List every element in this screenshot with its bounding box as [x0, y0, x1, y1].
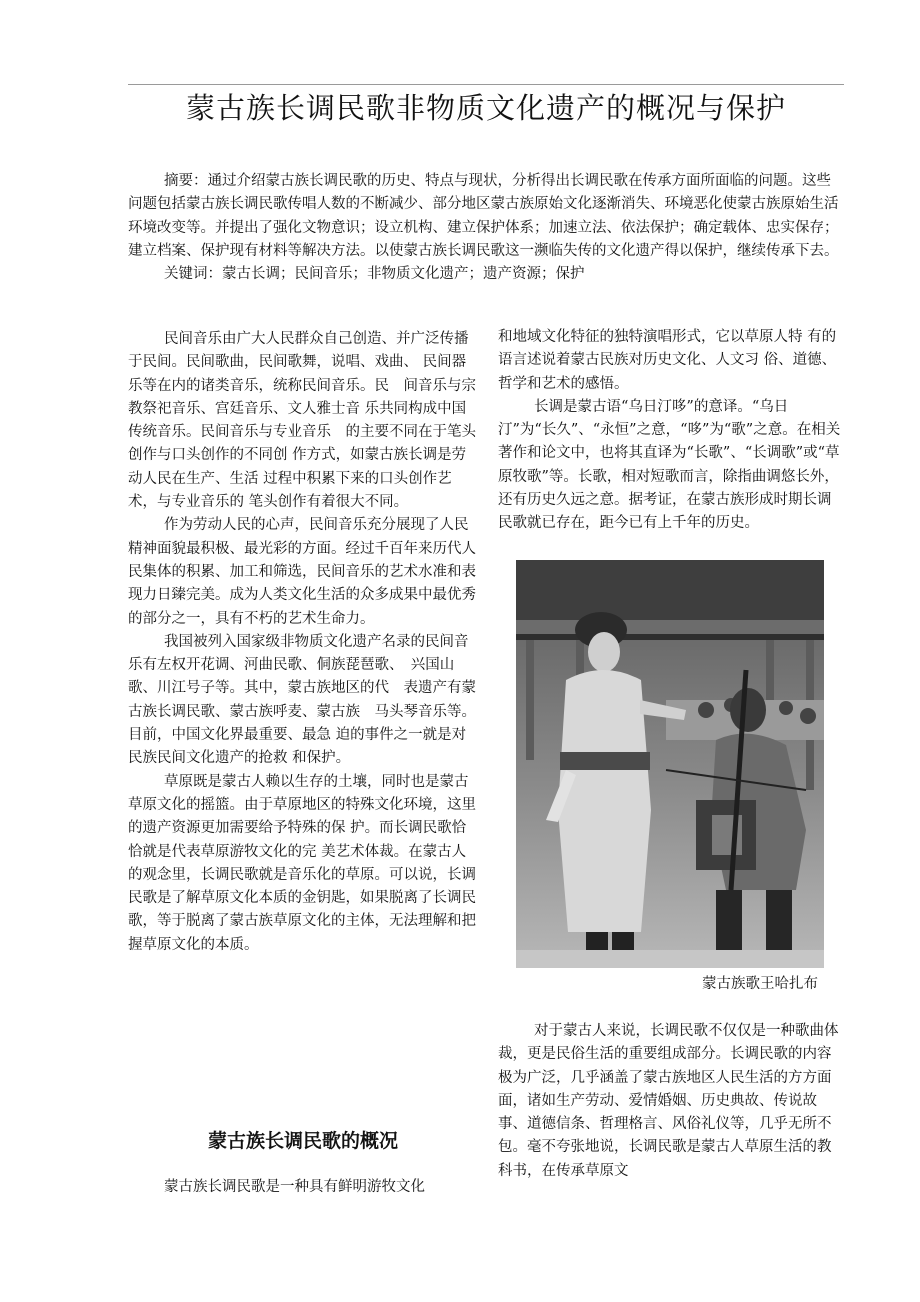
section-lead: [128, 1176, 478, 1199]
paragraph: 民间音乐由广大人民群众自己创造、并广泛传播于民间。民间歌曲，民间歌舞，说唱、戏曲、 民间器乐等在内的诸类音乐，统称民间音乐。民 间音乐与宗教祭祀音乐、宫廷音乐、文人雅士音 乐共同构成中国传统音乐。民间音乐与专业音乐 的主要不同在于笔头创作与口头创作的不同创 作方式，如蒙古族长调是劳动人民在生产、生活 过程中积累下来的口头创作艺术，与专业音乐的 笔头创作有着很大不同。: [128, 331, 476, 511]
paragraph: 作为劳动人民的心声，民间音乐充分展现了人民精神面貌最积极、最光彩的方面。经过千百年来历代人民集体的积累、加工和筛选，民间音乐的艺术水准和表现力日臻完美。成为人类文化生活的众多成果中最优秀的部分之一，具有不朽的艺术生命力。: [128, 517, 476, 627]
paragraph: 草原既是蒙古人赖以生存的土壤，同时也是蒙古草原文化的摇篮。由于草原地区的特殊文化环境，这里的遗产资源更加需要给予特殊的保 护。而长调民歌恰恰就是代表草原游牧文化的完 美艺术体裁。在蒙古人的观念里，长调民歌就是音乐化的草原。可以说，长调民歌是了解草原文化本质的金钥匙，如果脱离了长调民歌，等于脱离了蒙古族草原文化的主体，无法理解和把握草原文化的本质。: [128, 773, 476, 953]
paragraph: 对于蒙古人来说，长调民歌不仅仅是一种歌曲体裁，更是民俗生活的重要组成部分。长调民歌的内容极为广泛，几乎涵盖了蒙古族地区人民生活的方方面面，诸如生产劳动、爱情婚姻、历史典故、传说故事、道德信条、哲理格言、风俗礼仪等，几乎无所不包。毫不夸张地说，长调民歌是蒙古人草原生活的教科书，在传承草原文: [498, 1023, 839, 1179]
header-rule: [128, 84, 844, 85]
section-heading: 蒙古族长调民歌的概况: [207, 1130, 398, 1152]
keywords: 关键词：蒙古长调；民间音乐；非物质文化遗产；遗产资源；保护: [164, 266, 585, 283]
abstract-text: 摘要：通过介绍蒙古族长调民歌的历史、特点与现状，分析得出长调民歌在传承方面所面临的问题。这些问题包括蒙古族长调民歌传唱人数的不断减少、部分地区蒙古族原始文化逐渐消失、环境恶化使蒙古族原始生活环境改变等。并提出了强化文物意识；设立机构、建立保护体系；加速立法、依法保护；确定载体、忠实保存；建立档案、保护现有材料等解决方法。以使蒙古族长调民歌这一濒临失传的文化遗产得以保护，继续传承下去。: [128, 173, 839, 259]
paragraph: 长调是蒙古语“乌日汀哆”的意译。“乌日汀”为“长久”、“永恒”之意，“哆”为“歌”之意。在相关著作和论文中，也将其直译为“长歌”、“长调歌”或“草原牧歌”等。长歌，相对短歌而言，除指曲调悠长外，还有历史久远之意。据考证，在蒙古族形成时期长调民歌就已存在，距今已有上千年的历史。: [498, 398, 841, 532]
left-column: [128, 328, 478, 957]
photo-caption: 蒙古族歌王哈扎布: [702, 976, 818, 992]
page-title: 蒙古族长调民歌非物质文化遗产的概况与保护: [185, 91, 786, 125]
abstract: [128, 170, 840, 286]
right-column-top: [498, 326, 844, 536]
paragraph-continued: 和地域文化特征的独特演唱形式，它以草原人特 有的语言述说着蒙古民族对历史文化、人文习 俗、道德、哲学和艺术的感悟。: [498, 329, 837, 392]
right-column-bottom: [498, 1020, 844, 1183]
singer-photo: [516, 560, 824, 968]
paragraph: 蒙古族长调民歌是一种具有鲜明游牧文化: [164, 1179, 425, 1195]
paragraph: 我国被列入国家级非物质文化遗产名录的民间音乐有左权开花调、河曲民歌、侗族琵琶歌、 兴国山歌、川江号子等。其中，蒙古族地区的代 表遗产有蒙古族长调民歌、蒙古族呼麦、蒙古族 马头琴音乐等。目前，中国文化界最重要、最急 迫的事件之一就是对民族民间文化遗产的抢救 和保护。: [128, 633, 476, 767]
